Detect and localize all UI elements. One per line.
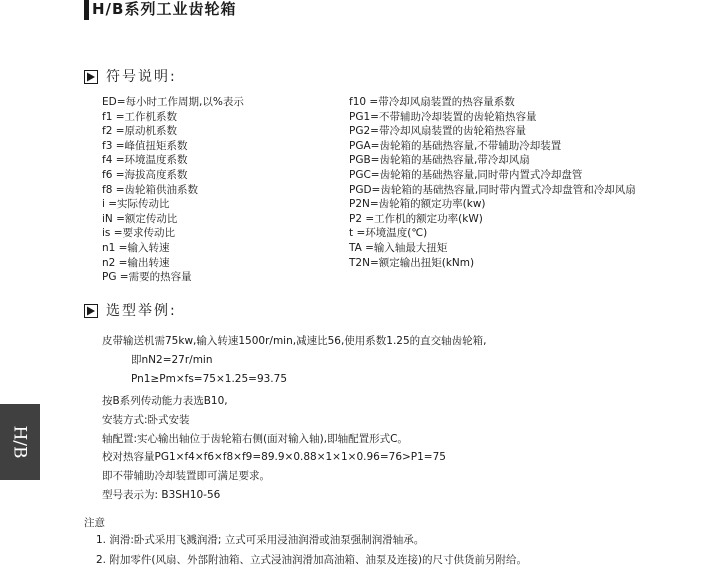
page-title: H/B系列工业齿轮箱 — [92, 0, 237, 18]
symbol-definition: ED=每小时工作周期,以%表示 — [102, 96, 244, 108]
symbol-definition: t =环境温度(℃) — [349, 227, 428, 240]
example-line: 校对热容量PG1×f4×f6×f8×f9=89.9×0.88×1×1×0.96=76>P1=75 — [102, 451, 446, 463]
symbol-definition: TA =输入轴最大扭矩 — [349, 241, 448, 254]
symbol-definition: n2 =输出转速 — [102, 256, 170, 269]
symbols-left-column — [102, 95, 244, 285]
symbol-definition: iN =额定传动比 — [102, 212, 178, 225]
symbol-definition: is =要求传动比 — [102, 227, 176, 240]
side-tab-label: H/B — [9, 425, 30, 459]
symbol-definition: f1 =工作机系数 — [102, 110, 178, 123]
section-marker-icon — [84, 303, 98, 317]
symbol-definition: PG1=不带辅助冷却装置的齿轮箱热容量 — [349, 110, 537, 123]
example-line: 即nN2=27r/min — [131, 354, 213, 366]
note-item: 1. 润滑:卧式采用飞溅润滑; 立式可采用浸油润滑或油泵强制润滑轴承。 — [96, 534, 425, 546]
symbol-definition: f8 =齿轮箱供油系数 — [102, 183, 199, 196]
symbol-definition: n1 =输入转速 — [102, 241, 170, 254]
side-tab — [0, 404, 40, 480]
example-line: 皮带输送机需75kw,输入转速1500r/min,减速比56,使用系数1.25的直交轴齿轮箱, — [102, 335, 487, 347]
example-line: 安装方式:卧式安装 — [102, 414, 190, 426]
symbols-heading-label: 符号说明: — [106, 69, 177, 85]
symbol-definition: P2 =工作机的额定功率(kW) — [349, 212, 483, 225]
section-marker-icon — [84, 69, 98, 83]
symbol-definition: i =实际传动比 — [102, 198, 170, 211]
symbols-right-column — [349, 95, 636, 270]
example-line: 即不带辅助冷却装置即可满足要求。 — [102, 470, 270, 482]
symbol-definition: f4 =环境温度系数 — [102, 154, 188, 167]
note-item: 2. 附加零件(风扇、外部附油箱、立式浸油润滑加高油箱、油泵及连接)的尺寸供货前另附给。 — [96, 554, 528, 566]
example-heading-label: 选型举例: — [106, 303, 177, 319]
model-designation: 型号表示为: B3SH10-56 — [102, 489, 221, 501]
notes-title: 注意 — [84, 517, 105, 529]
symbol-definition: PGD=齿轮箱的基础热容量,同时带内置式冷却盘管和冷却风扇 — [349, 183, 636, 196]
symbol-definition: PGA=齿轮箱的基础热容量,不带辅助冷却装置 — [349, 139, 562, 152]
example-line: 按B系列传动能力表选B10, — [102, 395, 228, 407]
symbols-section-heading — [84, 66, 177, 86]
symbol-definition: f6 =海拔高度系数 — [102, 168, 188, 181]
example-section-heading — [84, 300, 177, 320]
symbol-definition: f3 =峰值扭矩系数 — [102, 139, 188, 152]
symbol-definition: PGC=齿轮箱的基础热容量,同时带内置式冷却盘管 — [349, 168, 583, 181]
example-line: Pn1≥Pm×fs=75×1.25=93.75 — [131, 373, 287, 385]
example-line: 轴配置:实心输出轴位于齿轮箱右侧(面对输入轴),即轴配置形式C。 — [102, 433, 408, 445]
symbol-definition: PG2=带冷却风扇装置的齿轮箱热容量 — [349, 125, 526, 138]
symbol-definition: PGB=齿轮箱的基础热容量,带冷却风扇 — [349, 154, 530, 167]
symbol-definition: P2N=齿轮箱的额定功率(kw) — [349, 198, 486, 211]
symbol-definition: f10 =带冷却风扇装置的热容量系数 — [349, 96, 515, 108]
title-accent-bar — [84, 0, 89, 20]
symbol-definition: PG =需要的热容量 — [102, 271, 192, 284]
symbol-definition: f2 =原动机系数 — [102, 125, 178, 138]
symbol-definition: T2N=额定输出扭矩(kNm) — [349, 256, 475, 269]
